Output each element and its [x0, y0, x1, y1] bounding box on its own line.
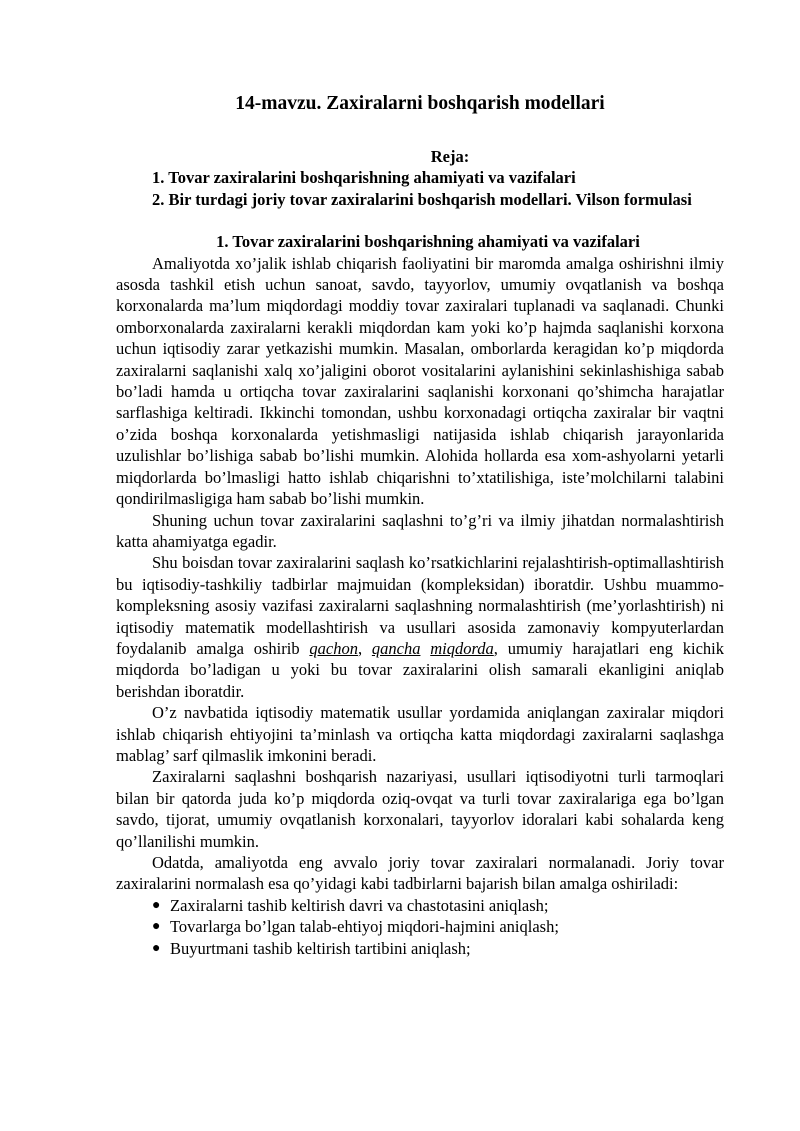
paragraph-3-text-b: , umumiy harajatlari eng kichik miqdorda bo’ladigan u yoki bu tovar zaxiralarini olish samarali ekanligini aniqlab berishdan iboratdir. [116, 638, 724, 701]
list-item-text: Tovarlarga bo’lgan talab-ehtiyoj miqdori-hajmini aniqlash; [170, 917, 559, 937]
list-item [152, 938, 724, 959]
emphasis-qancha: qancha [371, 638, 421, 658]
section-heading: 1. Tovar zaxiralarini boshqarishning ahamiyati va vazifalari [216, 232, 640, 252]
paragraph-2: Shuning uchun tovar zaxiralarini saqlashni to’g’ri va ilmiy jihatdan normalashtirish katta ahamiyatga egadir. [116, 510, 724, 551]
page-title: 14-mavzu. Zaxiralarni boshqarish modellari [235, 93, 605, 114]
list-item [152, 916, 724, 937]
paragraph-3-separator-2 [420, 639, 430, 658]
paragraph-1: Amaliyotda xo’jalik ishlab chiqarish faoliyatini bir maromda amalga oshirishni ilmiy asosda tashkil etish uchun sanoat, savdo, tayyorlov, umumiy ovqatlanish va boshqa korxonalarda ma’lum miqdordagi moddiy tovar zaxiralari tuplanadi va saqlanadi. Chunki omborxonalarda zaxiralarni kerakli miqdordan kam yoki ko’p hajmda saqlanishi korxona uchun iqtisodiy zarar yetkazishi mumkin. Masalan, omborlarda keragidan ko’p miqdorda zaxiralarni saqlanishi xalq xo’jaligini oborot vositalarini aylanishini sekinlashishiga sabab bo’ladi hamda u ortiqcha tovar zaxiralarini saqlanishi korxonani qo’shimcha harajatlar sarflashiga keltiradi. Ikkinchi tomondan, ushbu korxonadagi ortiqcha zaxiralar bir vaqtni o’zida boshqa korxonalarda yetishmasligi natijasida ishlab chiqarish jarayonlarida uzulishlar bo’lishiga sabab bo’lishi mumkin. Alohida hollarda esa xom-ashyolarni yetarli miqdorlarda bo’lmasligi hatto ishlab chiqarishni to’xtatilishiga, iste’molchilarni talabini qondirilmasligiga ham sabab bo’lishi mumkin. [116, 253, 724, 509]
paragraph-5: Zaxiralarni saqlashni boshqarish nazariyasi, usullari iqtisodiyotni turli tarmoqlari bilan bir qatorda juda ko’p miqdorda oziq-ovqat va turli tovar zaxiralariga ega bo’lgan savdo, tijorat, umumiy ovqatlanish korxonalari, tayyorlov idoralari kabi sohalarda keng qo’llanilishi mumkin. [116, 767, 724, 851]
list-item [152, 895, 724, 916]
plan-item-1: 1. Tovar zaxiralarini boshqarishning ahamiyati va vazifalari [152, 168, 576, 188]
bullet-icon: ● [152, 940, 161, 956]
bullet-list [116, 895, 724, 959]
list-item-text: Buyurtmani tashib keltirish tartibini aniqlash; [170, 938, 471, 958]
paragraph-4: O’z navbatida iqtisodiy matematik usullar yordamida aniqlangan zaxiralar miqdori ishlab chiqarish ehtiyojini ta’minlash va ortiqcha katta miqdordagi zaxiralarni saqlashga mablag’ sarf qilmaslik imkonini beradi. [116, 703, 724, 765]
plan-heading: Reja: [430, 147, 470, 166]
paragraph-3-text-a: Shu boisdan tovar zaxiralarini saqlash ko’rsatkichlarini rejalashtirish-optimallashtirish bu iqtisodiy-tashkiliy tadbirlar majmuidan (kompleksidan) iboratdir. Ushbu muammo-kompleksning asosiy vazifasi zaxiralarni saqlashning normalashtirish (me’yorlashtirish) ni iqtisodiy matematik modellashtirish va usullari asosida zamonaviy kompyuterlardan foydalanib amalga oshirib [116, 553, 724, 658]
emphasis-miqdorda: miqdorda [430, 638, 494, 658]
document-body [116, 146, 724, 959]
bullet-icon: ● [152, 897, 161, 913]
paragraph-3-separator-1: , [357, 638, 372, 658]
emphasis-qachon: qachon [309, 638, 358, 658]
list-item-text: Zaxiralarni tashib keltirish davri va chastotasini aniqlash; [170, 895, 549, 915]
bullet-icon: ● [152, 919, 161, 935]
paragraph-6: Odatda, amaliyotda eng avvalo joriy tovar zaxiralari normalanadi. Joriy tovar zaxiralarini normalash esa qo’yidagi kabi tadbirlarni bajarish bilan amalga oshiriladi: [116, 853, 724, 894]
paragraph-3 [116, 552, 724, 702]
plan-item-2: 2. Bir turdagi joriy tovar zaxiralarini boshqarish modellari. Vilson formulasi [152, 189, 692, 209]
